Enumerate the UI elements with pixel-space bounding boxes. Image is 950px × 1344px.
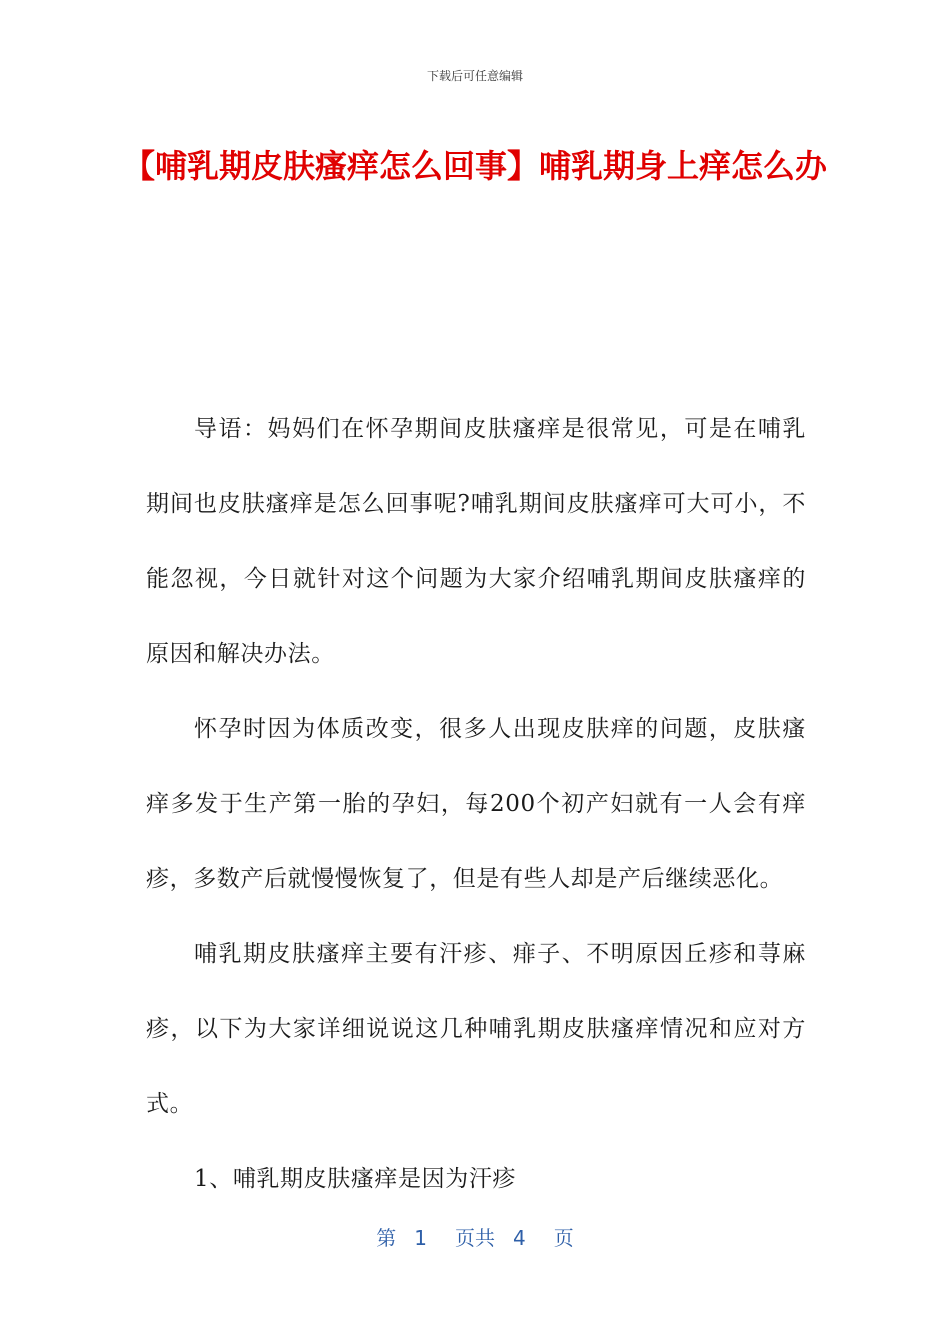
- header-note: 下载后可任意编辑: [426, 69, 523, 83]
- paragraph-intro: 导语：妈妈们在怀孕期间皮肤瘙痒是很常见，可是在哺乳期间也皮肤瘙痒是怎么回事呢?哺乳期间皮肤瘙痒可大可小，不能忽视，今日就针对这个问题为大家介绍哺乳期间皮肤瘙痒的原因和解决办法。: [146, 416, 806, 667]
- document-body: [146, 392, 806, 1217]
- page-total-number: 4: [513, 1226, 526, 1250]
- document-title: 【哺乳期皮肤瘙痒怎么回事】哺乳期身上痒怎么办: [122, 147, 827, 185]
- section-heading-1: 1、哺乳期皮肤瘙痒是因为汗疹: [194, 1166, 517, 1192]
- page-current-number: 1: [414, 1226, 427, 1250]
- paragraph-pregnancy: 怀孕时因为体质改变，很多人出现皮肤痒的问题，皮肤瘙痒多发于生产第一胎的孕妇，每200个初产妇就有一人会有痒疹，多数产后就慢慢恢复了，但是有些人却是产后继续恶化。: [146, 716, 806, 892]
- page-prefix: 第: [376, 1226, 397, 1250]
- page-footer: [0, 1224, 950, 1252]
- page-middle: 页共: [455, 1226, 495, 1250]
- page-suffix: 页: [553, 1226, 574, 1250]
- paragraph-types: 哺乳期皮肤瘙痒主要有汗疹、痱子、不明原因丘疹和荨麻疹，以下为大家详细说说这几种哺乳期皮肤瘙痒情况和应对方式。: [146, 941, 806, 1117]
